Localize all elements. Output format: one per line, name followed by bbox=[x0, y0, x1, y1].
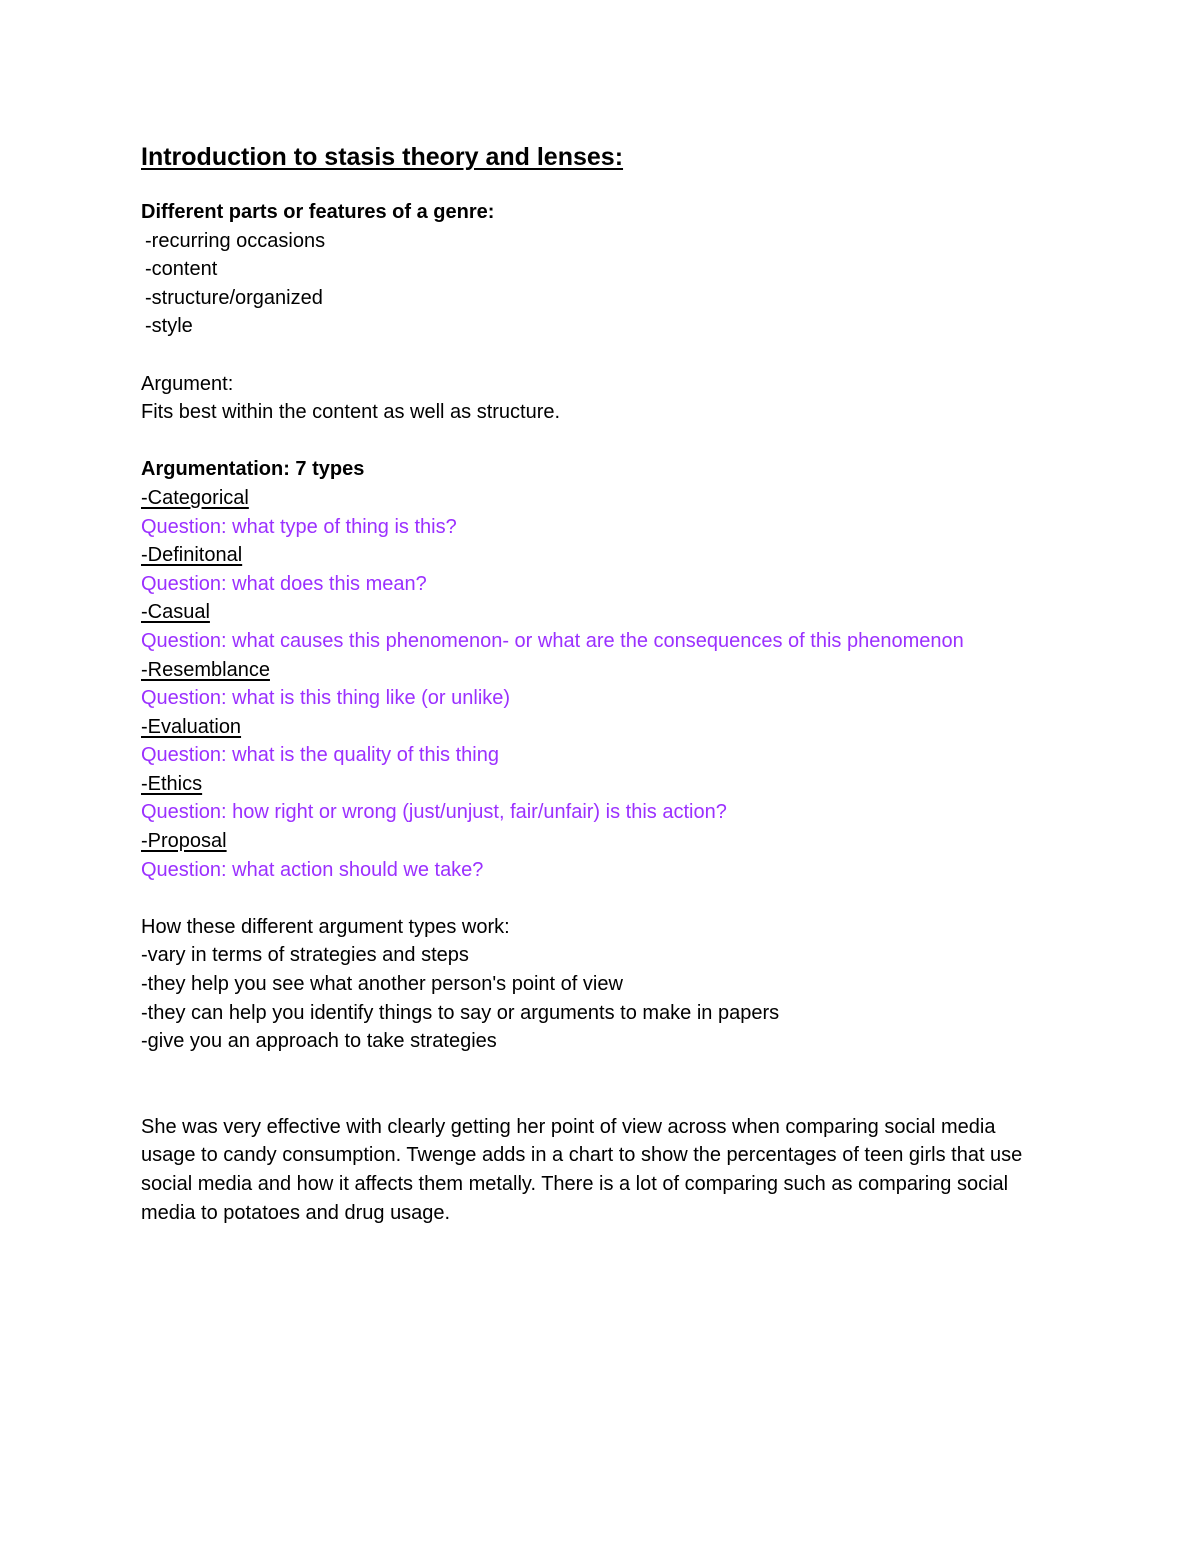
spacer bbox=[141, 427, 1061, 456]
type-question: Question: how right or wrong (just/unjust, fair/unfair) is this action? bbox=[141, 801, 727, 824]
genre-heading: Different parts or features of a genre: bbox=[141, 201, 495, 223]
genre-item: -content bbox=[145, 258, 218, 281]
genre-item: -style bbox=[145, 315, 193, 338]
spacer bbox=[141, 1056, 1061, 1113]
page-title: Introduction to stasis theory and lenses: bbox=[141, 143, 624, 171]
how-item: -vary in terms of strategies and steps bbox=[141, 944, 469, 967]
type-name-definitional: -Definitonal bbox=[141, 544, 243, 567]
spacer bbox=[141, 174, 1061, 198]
closing-paragraph: She was very effective with clearly getting her point of view across when comparing social media usage to candy consumption. Twenge adds in a chart to show the percentages of teen girls that use social media and how it affects them metally. There is a lot of comparing such as comparing social media to potatoes and drug usage. bbox=[141, 1115, 1023, 1224]
how-item: -give you an approach to take strategies bbox=[141, 1030, 497, 1053]
genre-item: -structure/organized bbox=[145, 286, 323, 309]
document-page bbox=[141, 140, 1061, 1227]
type-question: Question: what is this thing like (or unlike) bbox=[141, 687, 511, 710]
type-name-ethics: -Ethics bbox=[141, 772, 203, 795]
type-name-proposal: -Proposal bbox=[141, 830, 227, 853]
type-question: Question: what type of thing is this? bbox=[141, 515, 457, 538]
argumentation-heading: Argumentation: 7 types bbox=[141, 458, 365, 481]
type-name-resemblance: -Resemblance bbox=[141, 658, 270, 681]
how-heading: How these different argument types work: bbox=[141, 915, 510, 938]
argument-text: Fits best within the content as well as structure. bbox=[141, 401, 561, 424]
how-item: -they help you see what another person's point of view bbox=[141, 973, 623, 996]
genre-item: -recurring occasions bbox=[145, 229, 326, 252]
spacer bbox=[141, 884, 1061, 913]
type-name-casual: -Casual bbox=[141, 601, 210, 624]
type-question: Question: what does this mean? bbox=[141, 572, 427, 595]
argument-label: Argument: bbox=[141, 372, 234, 395]
type-name-categorical: -Categorical bbox=[141, 486, 249, 509]
type-question: Question: what is the quality of this thing bbox=[141, 744, 499, 767]
how-item: -they can help you identify things to say or arguments to make in papers bbox=[141, 1001, 780, 1024]
type-question: Question: what causes this phenomenon- or what are the consequences of this phenomenon bbox=[141, 629, 964, 652]
type-question: Question: what action should we take? bbox=[141, 858, 484, 881]
spacer bbox=[141, 341, 1061, 370]
type-name-evaluation: -Evaluation bbox=[141, 715, 242, 738]
